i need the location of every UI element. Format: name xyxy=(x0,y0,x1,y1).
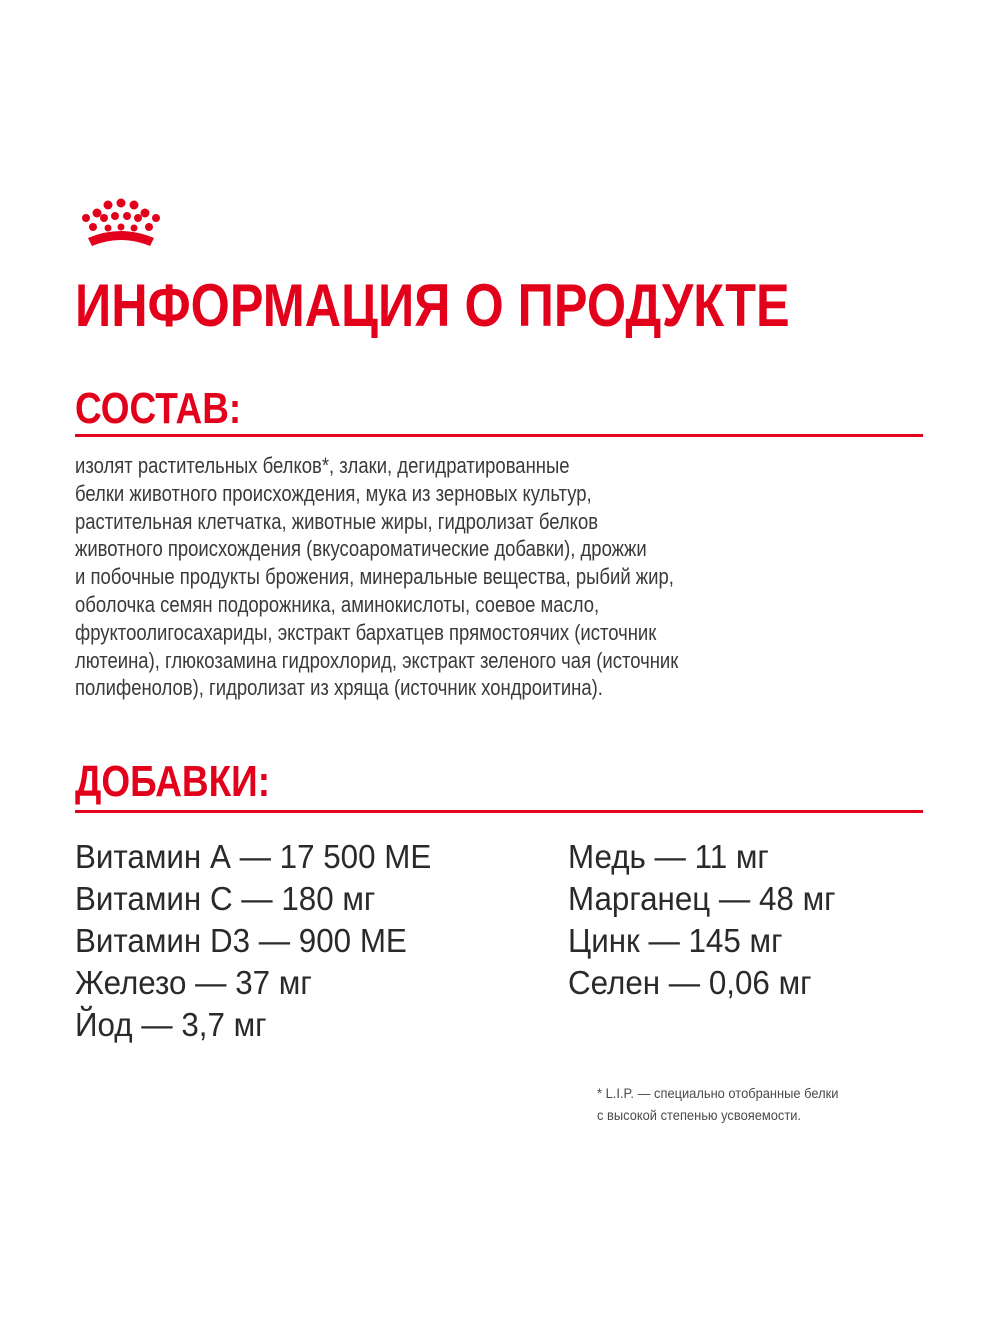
additive-item: Железо — 37 мг xyxy=(75,964,312,1001)
composition-divider xyxy=(75,434,923,437)
footnote xyxy=(597,1082,838,1126)
composition-line: изолят растительных белков*, злаки, дегидратированные xyxy=(75,453,570,478)
additives-list-right xyxy=(568,836,836,1004)
composition-text xyxy=(75,452,915,702)
composition-line: полифенолов), гидролизат из хряща (источник хондроитина). xyxy=(75,675,603,701)
crown-icon xyxy=(78,196,164,252)
additive-item: Цинк — 145 мг xyxy=(568,922,783,959)
composition-heading: СОСТАВ: xyxy=(75,384,242,433)
additive-item: Медь — 11 мг xyxy=(568,838,769,875)
composition-line: растительная клетчатка, животные жиры, гидролизат белков xyxy=(75,508,599,534)
additives-heading: ДОБАВКИ: xyxy=(75,757,271,806)
additive-item: Витамин С — 180 мг xyxy=(75,880,376,917)
composition-line: оболочка семян подорожника, аминокислоты, соевое масло, xyxy=(75,591,600,617)
additives-list-left xyxy=(75,836,431,1046)
composition-line: и побочные продукты брожения, минеральные вещества, рыбий жир, xyxy=(75,564,674,590)
additive-item: Витамин А — 17 500 МЕ xyxy=(75,838,432,875)
footnote-line: с высокой степенью усвояемости. xyxy=(597,1107,802,1123)
footnote-line: * L.I.P. — специально отобранные белки xyxy=(597,1085,839,1101)
additives-divider xyxy=(75,810,923,813)
additive-item: Витамин D3 — 900 МЕ xyxy=(75,922,407,959)
additive-item: Селен — 0,06 мг xyxy=(568,964,812,1001)
composition-line: фруктоолигосахариды, экстракт бархатцев прямостоячих (источник xyxy=(75,619,657,645)
composition-line: лютеина), глюкозамина гидрохлорид, экстракт зеленого чая (источник xyxy=(75,647,679,673)
page-title: ИНФОРМАЦИЯ О ПРОДУКТЕ xyxy=(75,272,790,339)
additive-item: Марганец — 48 мг xyxy=(568,880,836,917)
composition-line: животного происхождения (вкусоароматические добавки), дрожжи xyxy=(75,536,647,562)
additive-item: Йод — 3,7 мг xyxy=(75,1006,267,1043)
composition-line: белки животного происхождения, мука из зерновых культур, xyxy=(75,480,592,506)
